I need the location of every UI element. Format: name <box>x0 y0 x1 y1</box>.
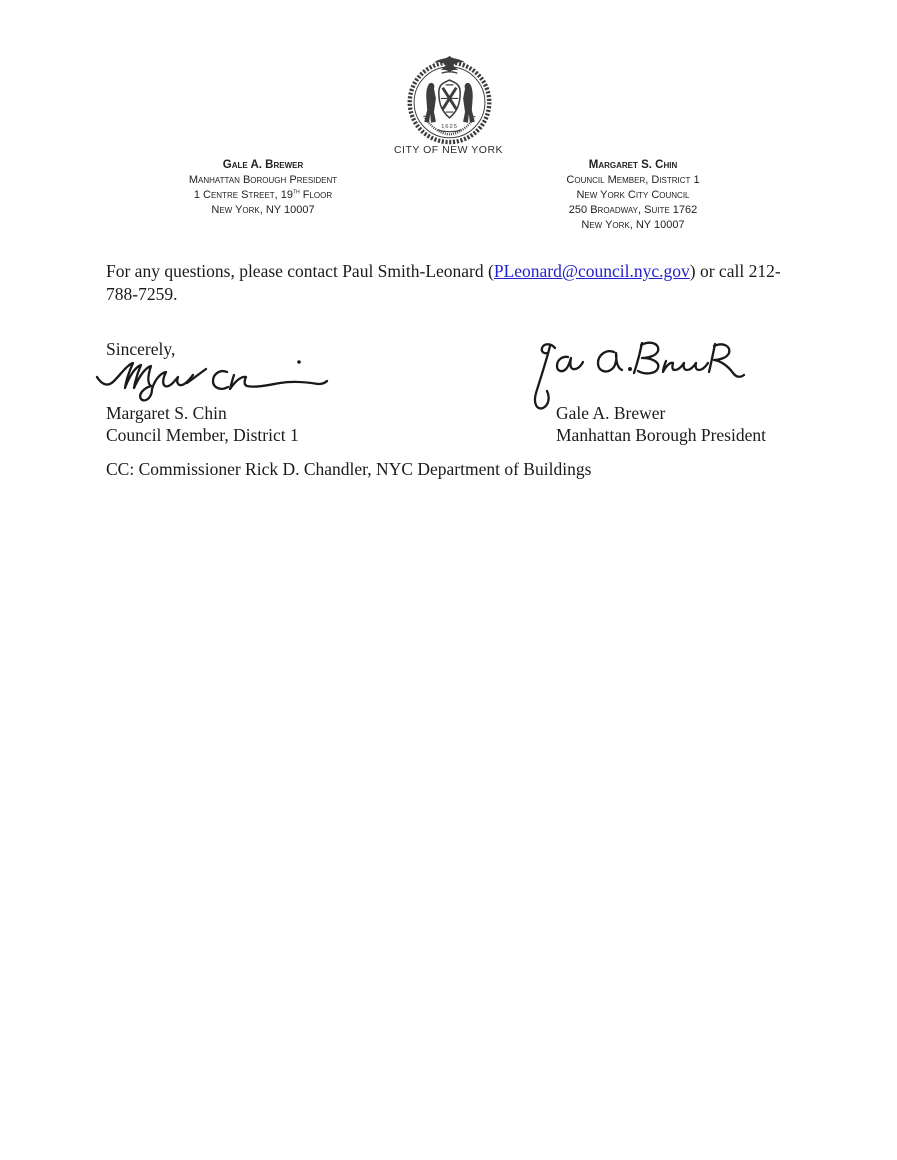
address1-pre: 1 Centre Street, 19 <box>193 189 294 201</box>
seal-outer-ring <box>410 63 490 143</box>
cc-line: CC: Commissioner Rick D. Chandler, NYC Department of Buildings <box>106 459 592 479</box>
seal-right-figure <box>463 83 475 123</box>
salutation: Sincerely, <box>106 339 176 359</box>
seal-left-figure <box>424 83 436 123</box>
letterhead-brewer <box>138 158 388 218</box>
signatory-chin-title: Council Member, District 1 <box>106 424 299 445</box>
letterhead-chin-name: Margaret S. Chin <box>588 159 678 171</box>
body-line-2: 788-7259. <box>106 283 178 304</box>
letterhead-chin <box>508 158 758 233</box>
letterhead-chin-address2: New York, NY 10007 <box>581 219 685 231</box>
signatory-chin-name: Margaret S. Chin <box>106 403 227 423</box>
letterhead-brewer-title: Manhattan Borough President <box>188 174 338 186</box>
email-link[interactable]: PLeonard@council.nyc.gov <box>493 261 690 281</box>
letterhead-chin-title: Council Member, District 1 <box>566 174 700 186</box>
letterhead-brewer-name: Gale A. Brewer <box>222 159 304 171</box>
nyc-seal-icon <box>401 48 498 145</box>
seal-caption: CITY OF NEW YORK <box>393 144 504 156</box>
body-text-prefix: For any questions, please contact Paul Smith-Leonard ( <box>106 261 494 281</box>
signatory-brewer <box>556 403 766 446</box>
signatory-brewer-name: Gale A. Brewer <box>556 403 666 423</box>
address1-ordinal: th <box>293 188 300 196</box>
letterhead-brewer-address2: New York, NY 10007 <box>211 204 315 216</box>
letterhead-chin-org: New York City Council <box>576 189 690 201</box>
signatory-chin <box>106 403 299 446</box>
body-text-suffix: ) or call 212- <box>689 261 781 281</box>
body-line-1 <box>106 260 816 283</box>
seal-hemisphere <box>442 72 458 73</box>
signatory-brewer-title: Manhattan Borough President <box>556 424 766 445</box>
letterhead-brewer-address1 <box>138 188 388 203</box>
letterhead-chin-address1: 250 Broadway, Suite 1762 <box>568 204 698 216</box>
seal-year: 1625 <box>441 124 458 131</box>
margaret-chin-signature <box>94 351 334 403</box>
address1-post: Floor <box>299 189 333 201</box>
body-paragraph <box>106 260 816 305</box>
